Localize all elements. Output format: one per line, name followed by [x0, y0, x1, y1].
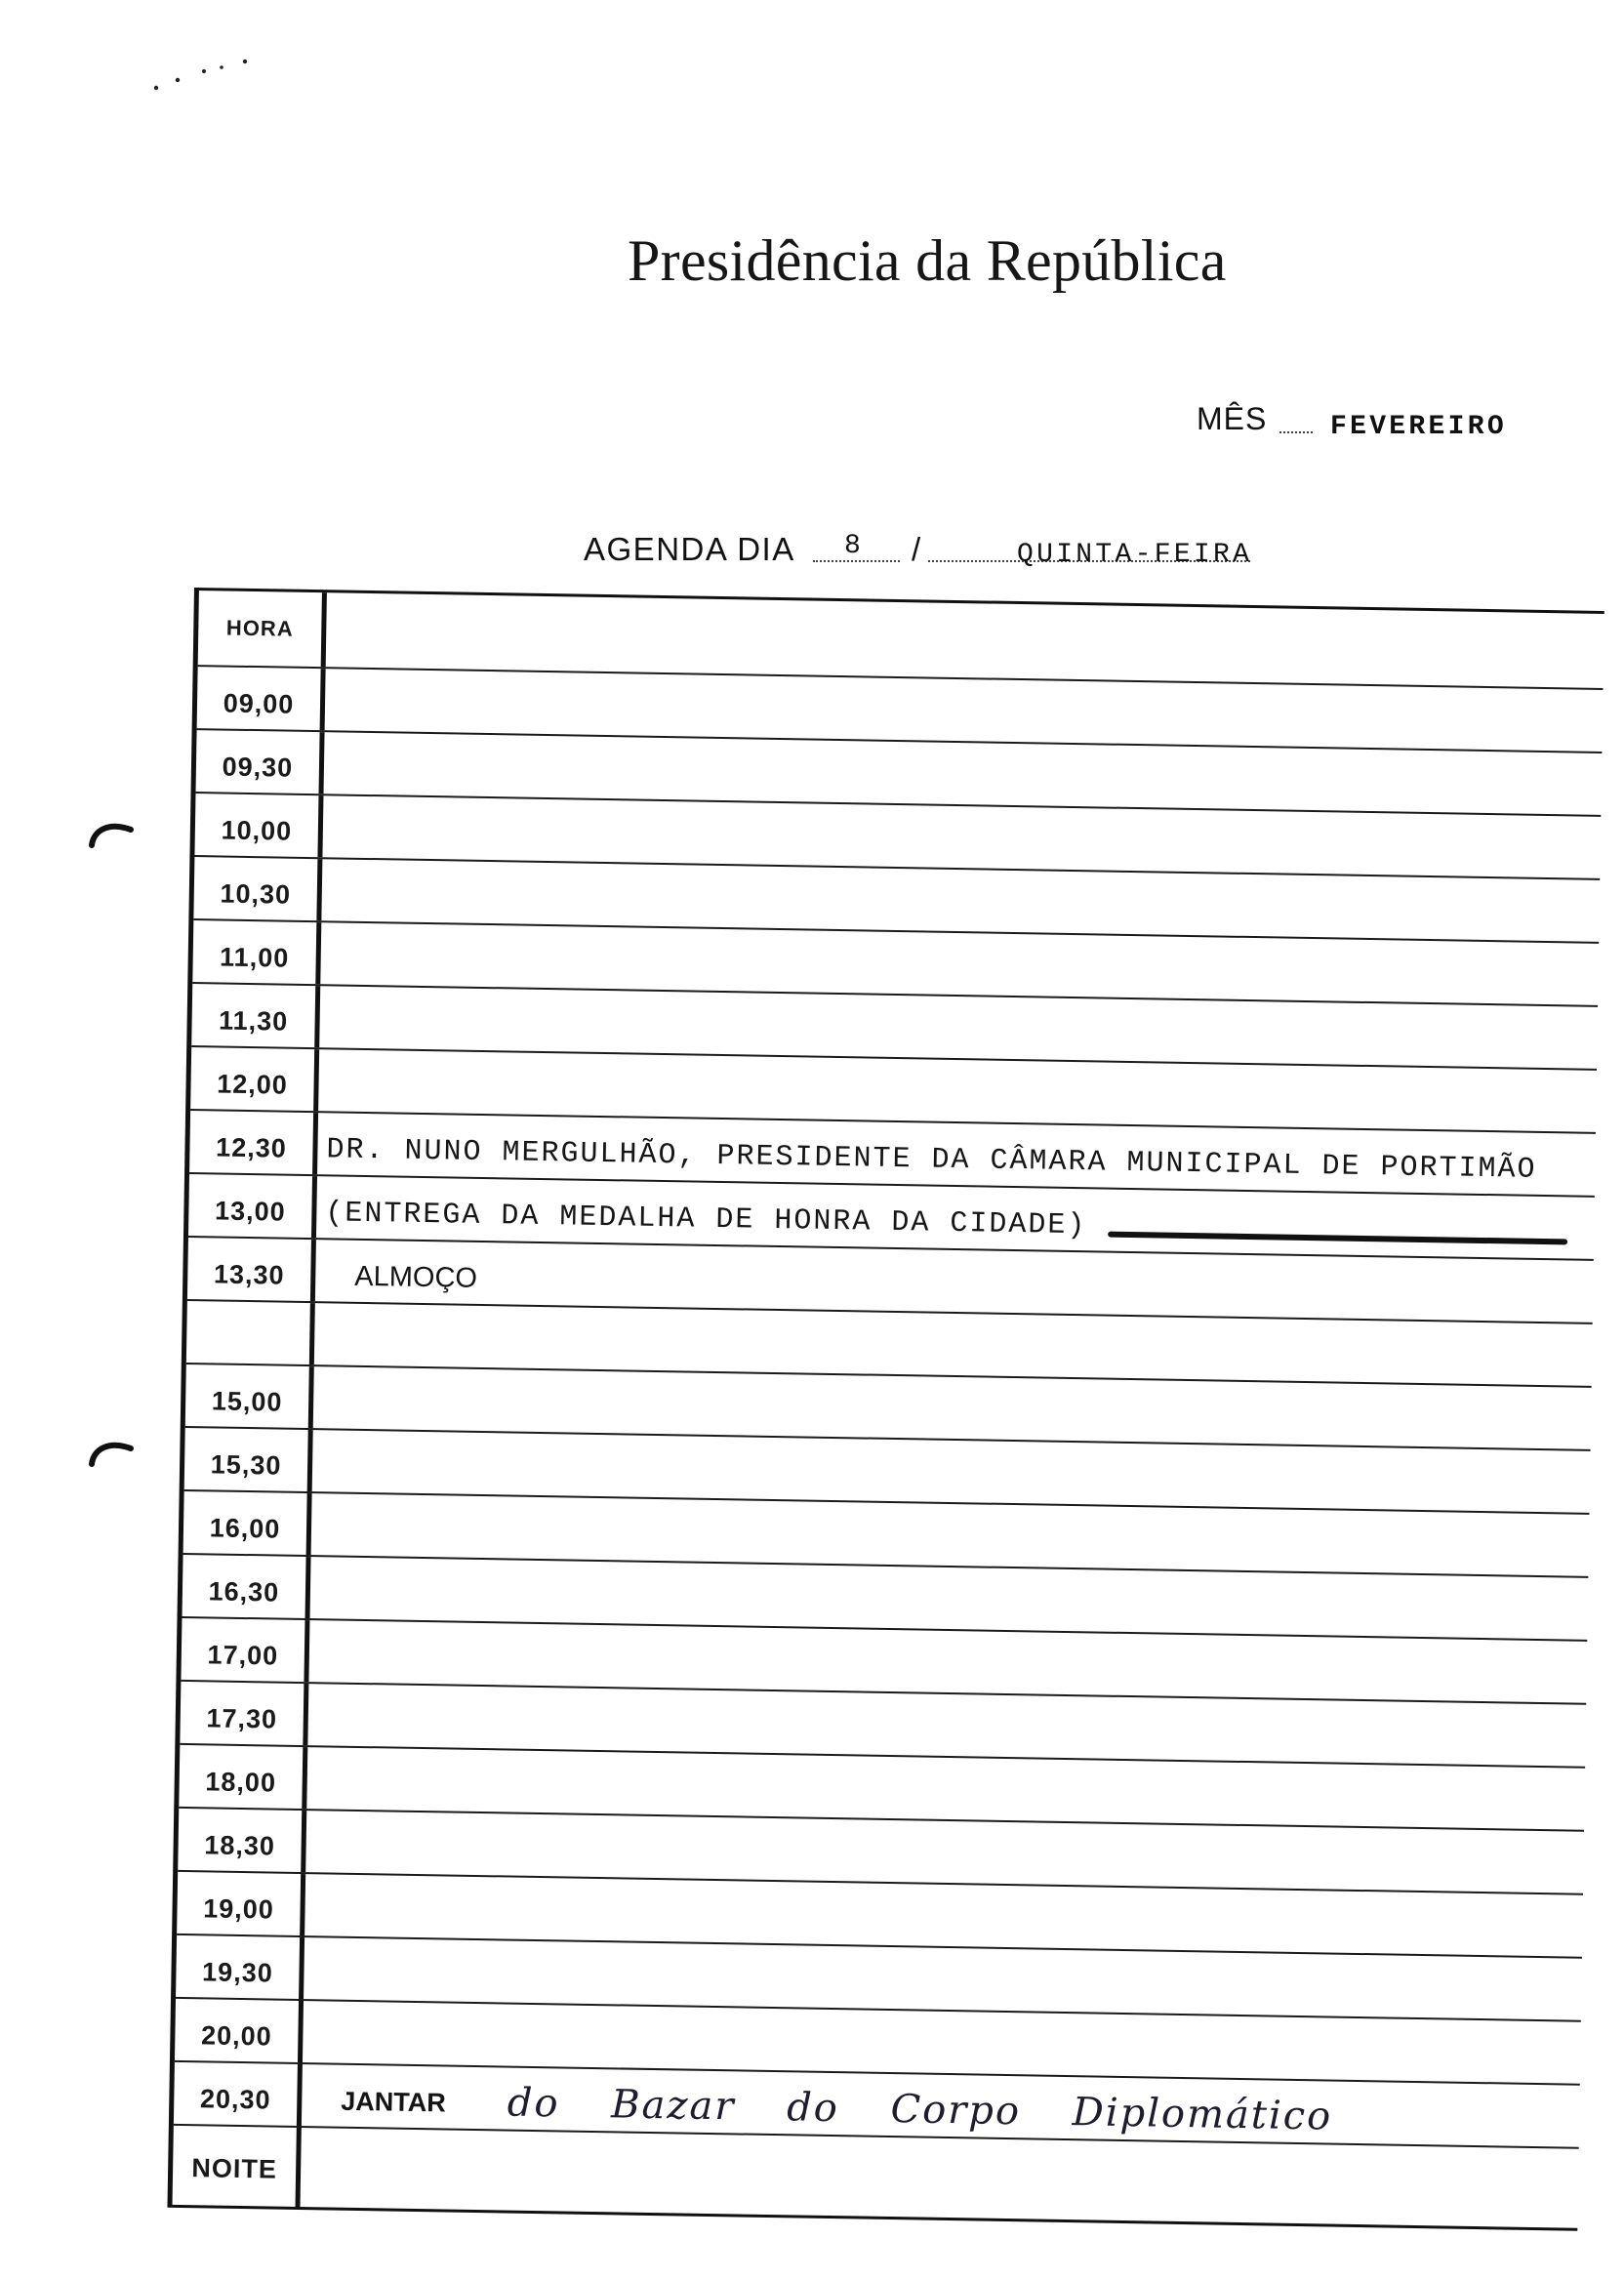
scan-speck	[176, 78, 180, 82]
hour-blank	[186, 1301, 315, 1364]
scan-speck	[202, 69, 206, 73]
page-title: Presidência da República	[628, 228, 1227, 293]
hour-20-00: 20,00	[175, 1999, 304, 2062]
punch-hole-mark-lower	[84, 1435, 139, 1474]
hour-12-30: 12,30	[189, 1111, 318, 1174]
hour-16-30: 16,30	[183, 1555, 311, 1618]
hour-09-30: 09,30	[196, 730, 325, 794]
hour-15-00: 15,00	[185, 1364, 314, 1428]
weekday-value: QUINTA-FEIRA	[1017, 540, 1253, 570]
ink-filler-line	[1108, 1231, 1567, 1244]
hour-column-header: HORA	[198, 590, 327, 667]
hour-10-30: 10,30	[193, 857, 322, 920]
lunch-label: ALMOÇO	[354, 1260, 478, 1294]
scan-speck	[220, 65, 223, 69]
hour-13-00: 13,00	[188, 1174, 317, 1238]
schedule-table	[167, 588, 1604, 2231]
hour-17-00: 17,00	[181, 1618, 309, 1682]
hour-09-00: 09,00	[197, 667, 326, 730]
month-dotted-leader	[1279, 431, 1313, 433]
hour-19-00: 19,00	[177, 1872, 305, 1935]
month-value: FEVEREIRO	[1330, 412, 1507, 442]
hour-17-30: 17,30	[180, 1682, 308, 1745]
hour-12-00: 12,00	[190, 1047, 319, 1111]
hour-10-00: 10,00	[194, 794, 323, 857]
scan-speck	[154, 86, 158, 90]
hour-19-30: 19,30	[176, 1935, 304, 1999]
hour-16-00: 16,00	[183, 1491, 312, 1555]
dinner-label: JANTAR	[341, 2086, 447, 2118]
scan-speck-group	[146, 54, 254, 98]
typed-appointment-note: (ENTREGA DA MEDALHA DE HONRA DA CIDADE)	[325, 1196, 1087, 1242]
scan-speck	[243, 60, 247, 63]
hour-13-30: 13,30	[187, 1238, 316, 1301]
hour-11-00: 11,00	[192, 920, 321, 984]
hour-20-30: 20,30	[174, 2062, 303, 2126]
hour-15-30: 15,30	[184, 1428, 313, 1491]
hour-18-00: 18,00	[179, 1745, 307, 1809]
date-separator: /	[912, 531, 921, 567]
typed-appointment: DR. NUNO MERGULHÃO, PRESIDENTE DA CÂMARA MUNICIPAL DE PORTIMÃO	[326, 1132, 1537, 1187]
hour-11-30: 11,30	[191, 984, 320, 1047]
punch-hole-mark-upper	[84, 816, 139, 855]
day-value: 8	[844, 531, 861, 561]
agenda-day-label: AGENDA DIA	[584, 531, 795, 567]
month-label: MÊS	[1197, 401, 1268, 436]
hour-noite: NOITE	[173, 2126, 302, 2207]
handwritten-note: do Bazar do Corpo Diplomático	[507, 2080, 1333, 2139]
hour-18-30: 18,30	[178, 1809, 306, 1872]
